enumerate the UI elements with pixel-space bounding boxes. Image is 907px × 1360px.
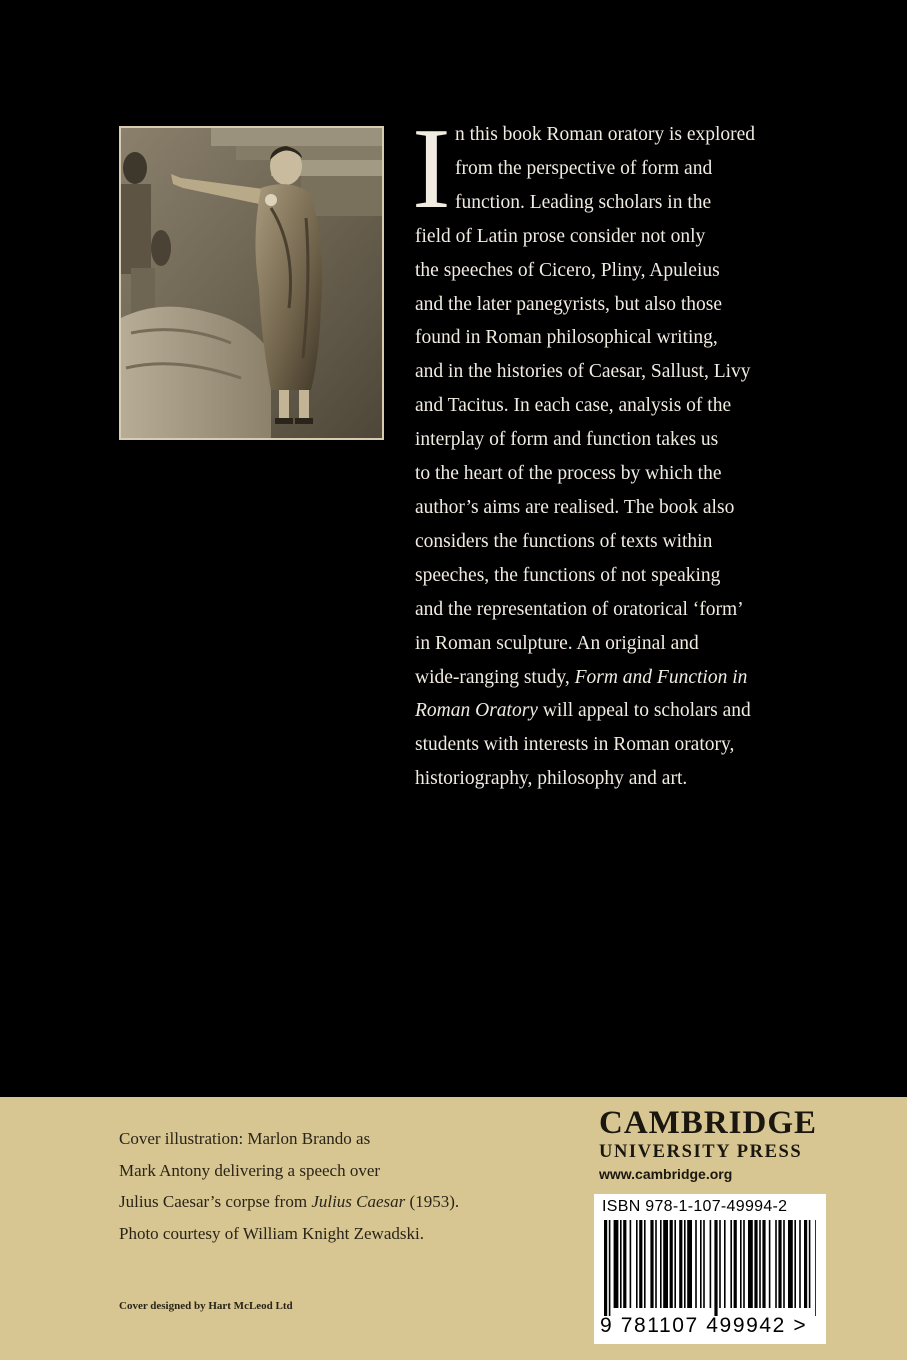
barcode-bar: [660, 1220, 662, 1308]
blurb-line: and the later panegyrists, but also those: [415, 293, 723, 315]
blurb-text: will appeal to scholars and: [537, 700, 751, 722]
barcode-bar: [762, 1220, 765, 1308]
barcode-bar: [687, 1220, 692, 1308]
isbn-label: ISBN 978-1-107-49994-2: [602, 1198, 788, 1215]
barcode-bar: [684, 1220, 686, 1308]
blurb-line: interplay of form and function takes us: [415, 429, 719, 451]
barcode-bar: [703, 1220, 705, 1308]
barcode-bar: [743, 1220, 745, 1308]
barcode-bar: [670, 1220, 673, 1308]
barcode-bar: [714, 1220, 717, 1316]
blurb-line: n this book Roman oratory is explored: [455, 124, 756, 145]
blurb-line: speeches, the functions of not speaking: [415, 564, 721, 586]
isbn-barcode: [594, 1194, 826, 1344]
barcode-bar: [604, 1220, 607, 1316]
blurb-line: [415, 661, 800, 695]
cover-illustration-credit: [119, 1123, 459, 1249]
blurb-line: from the perspective of form and: [455, 157, 713, 179]
barcode-bar: [794, 1220, 796, 1308]
credit-line: Photo courtesy of William Knight Zewadski.: [119, 1223, 424, 1243]
blurb-line: and the representation of oratorical ‘form’: [415, 598, 744, 620]
book-title-italic: Form and Function in: [574, 666, 748, 688]
barcode-bar: [719, 1220, 721, 1308]
credit-line: Mark Antony delivering a speech over: [119, 1160, 381, 1180]
barcode-bar: [754, 1220, 757, 1308]
blurb-line: considers the functions of texts within: [415, 530, 713, 552]
barcode-bar: [778, 1220, 781, 1308]
barcode-bar: [655, 1220, 657, 1308]
barcode-bar: [609, 1220, 611, 1316]
blurb-line: function. Leading scholars in the: [455, 191, 712, 213]
publisher-name: CAMBRIDGE: [599, 1105, 818, 1141]
blurb-line: found in Roman philosophical writing,: [415, 327, 718, 349]
blurb-dropcap: I: [412, 105, 451, 233]
barcode-bar: [804, 1220, 807, 1308]
barcode-bar: [700, 1220, 702, 1308]
barcode-bar: [730, 1220, 732, 1308]
cover-designer-credit: Cover designed by Hart McLeod Ltd: [119, 1300, 293, 1312]
credit-text: (1953).: [405, 1192, 460, 1211]
blurb-line: [415, 694, 800, 728]
publisher-press: UNIVERSITY PRESS: [599, 1142, 803, 1162]
barcode-bar: [644, 1220, 646, 1308]
barcode-bars: [604, 1220, 816, 1316]
publisher-url: www.cambridge.org: [599, 1166, 733, 1182]
barcode-bar: [815, 1220, 816, 1316]
blurb-line: in Roman sculpture. An original and: [415, 632, 699, 654]
credit-line: [119, 1186, 459, 1218]
barcode-bar: [674, 1220, 676, 1308]
barcode-bar: [809, 1220, 811, 1308]
cover-photo: [119, 126, 384, 440]
barcode-bar: [775, 1220, 777, 1308]
blurb-line: the speeches of Cicero, Pliny, Apuleius: [415, 259, 720, 281]
barcode-bar: [679, 1220, 682, 1308]
barcode-bar: [650, 1220, 653, 1308]
barcode-bar: [623, 1220, 626, 1308]
cover-photo-illustration: [121, 128, 382, 438]
blurb-line: to the heart of the process by which the: [415, 463, 722, 485]
blurb-line: author’s aims are realised. The book also: [415, 496, 735, 518]
barcode-bar: [799, 1220, 801, 1308]
barcode-bar: [710, 1220, 712, 1308]
barcode-bar: [620, 1220, 622, 1308]
blurb-line: and in the histories of Caesar, Sallust, Livy: [415, 361, 751, 383]
barcode-bar: [788, 1220, 793, 1308]
barcode-bar: [663, 1220, 668, 1308]
barcode-bar: [636, 1220, 638, 1308]
barcode-bar: [783, 1220, 785, 1308]
back-cover-blurb: [415, 118, 800, 796]
barcode-bar: [724, 1220, 726, 1308]
blurb-line: field of Latin prose consider not only: [415, 225, 706, 247]
barcode-digits: 9 781107 499942 >: [600, 1314, 808, 1337]
barcode-bar: [734, 1220, 737, 1308]
barcode-bar: [748, 1220, 753, 1308]
blurb-line: historiography, philosophy and art.: [415, 768, 688, 790]
barcode-bar: [695, 1220, 697, 1308]
book-title-italic: Roman Oratory: [415, 700, 538, 722]
barcode-bar: [759, 1220, 761, 1308]
blurb-line: students with interests in Roman oratory,: [415, 734, 735, 756]
credit-text: Julius Caesar’s corpse from: [119, 1192, 312, 1211]
barcode-bar: [769, 1220, 771, 1308]
barcode-bar: [614, 1220, 619, 1308]
blurb-text: wide-ranging study,: [415, 666, 575, 688]
film-title-italic: Julius Caesar: [311, 1192, 406, 1211]
credit-line: Cover illustration: Marlon Brando as: [119, 1129, 371, 1148]
barcode-bar: [630, 1220, 632, 1308]
barcode-bar: [639, 1220, 642, 1308]
barcode-bar: [740, 1220, 742, 1308]
blurb-line: and Tacitus. In each case, analysis of the: [415, 395, 732, 417]
